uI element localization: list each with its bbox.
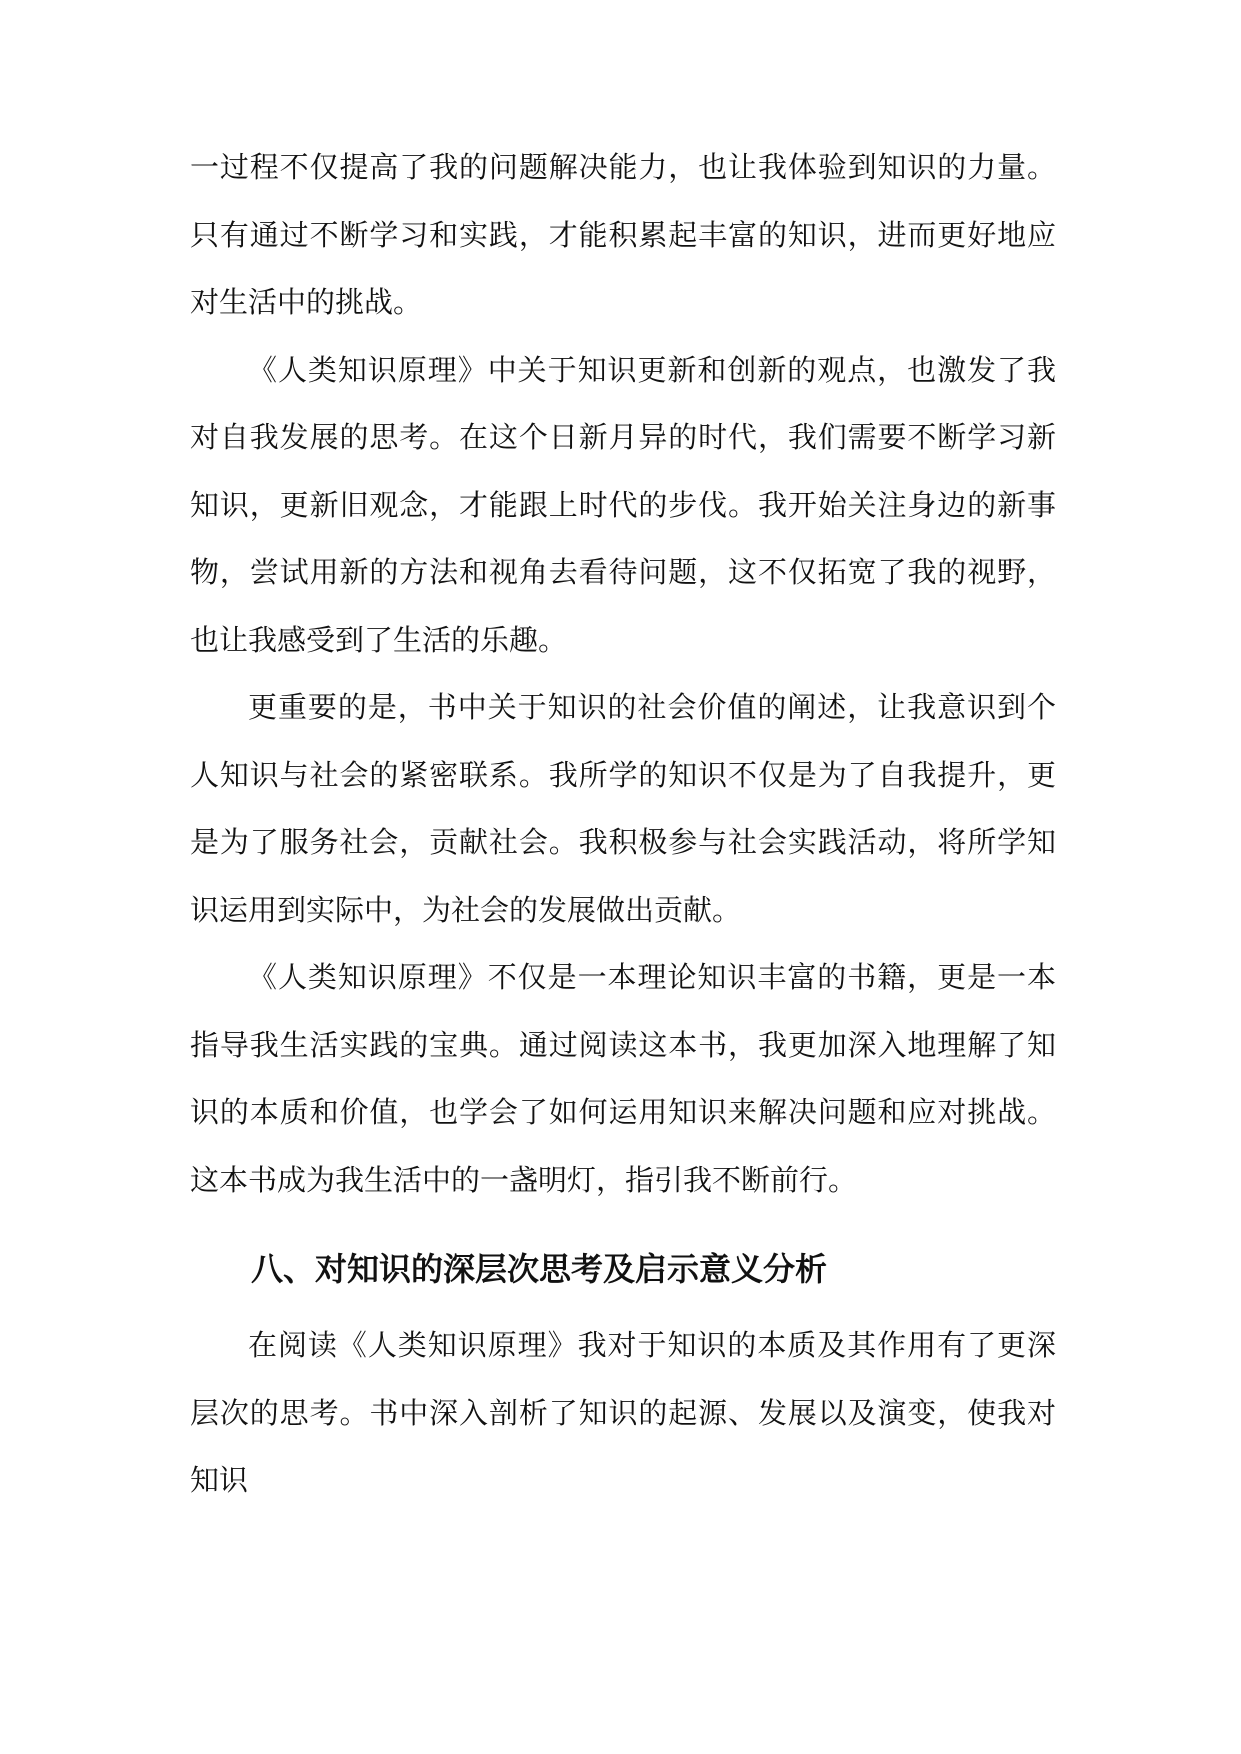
section-heading: 八、对知识的深层次思考及启示意义分析 <box>251 1250 828 1288</box>
paragraph-section-intro: 在阅读《人类知识原理》我对于知识的本质及其作用有了更深层次的思考。书中深入剖析了知识的起源、发展以及演变，使我对知识 <box>190 1328 1056 1497</box>
document-body <box>190 134 1056 1515</box>
paragraph-book-summary: 《人类知识原理》不仅是一本理论知识丰富的书籍，更是一本指导我生活实践的宝典。通过阅读这本书，我更加深入地理解了知识的本质和价值，也学会了如何运用知识来解决问题和应对挑战。这本书成为我生活中的一盏明灯，指引我不断前行。 <box>190 960 1056 1197</box>
paragraph-social-value: 更重要的是，书中关于知识的社会价值的阐述，让我意识到个人知识与社会的紧密联系。我所学的知识不仅是为了自我提升，更是为了服务社会，贡献社会。我积极参与社会实践活动，将所学知识运用到实际中，为社会的发展做出贡献。 <box>190 690 1056 927</box>
paragraph-knowledge-renewal: 《人类知识原理》中关于知识更新和创新的观点，也激发了我对自我发展的思考。在这个日新月异的时代，我们需要不断学习新知识，更新旧观念，才能跟上时代的步伐。我开始关注身边的新事物，尝试用新的方法和视角去看待问题，这不仅拓宽了我的视野，也让我感受到了生活的乐趣。 <box>190 352 1056 657</box>
paragraph-continued: 一过程不仅提高了我的问题解决能力，也让我体验到知识的力量。只有通过不断学习和实践，才能积累起丰富的知识，进而更好地应对生活中的挑战。 <box>190 150 1056 319</box>
